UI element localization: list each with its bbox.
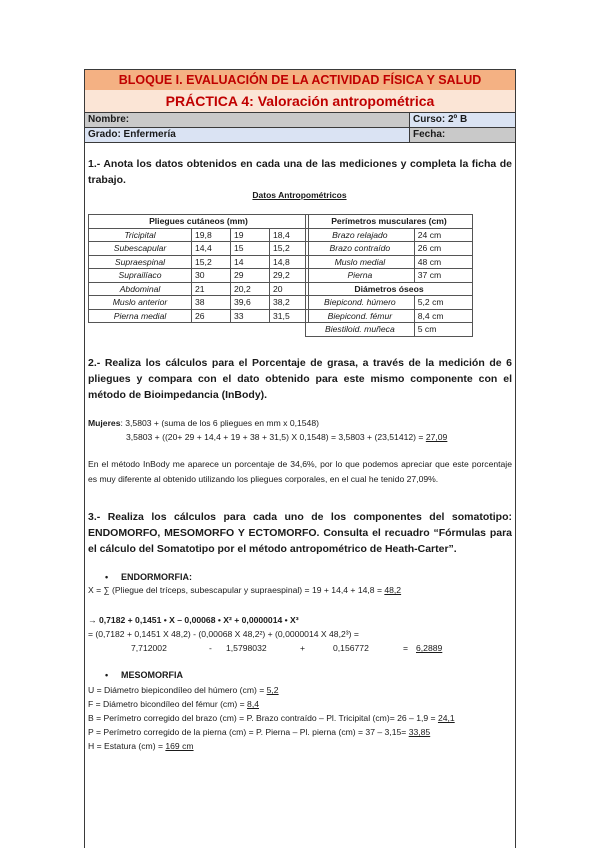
perimeter-row <box>306 242 473 256</box>
grado-field: Grado: Enfermería <box>85 128 410 142</box>
endo-result: 6,2889 <box>416 643 443 653</box>
skinfold-value: 30 <box>192 269 231 283</box>
question-3: 3.- Realiza los cálculos para cada uno de los componentes del somatotipo: ENDOMORFO, MESOMORFO Y ECTOMORFO. Consulta el recuadro “Fórmulas para el cálculo del Somatotipo por el método antropométrico de Heath-Carter”. <box>88 511 512 555</box>
calc-line: 3,5803 + ((20+ 29 + 14,4 + 19 + 38 + 31,5) X 0,1548) = 3,5803 + (23,51412) = <box>126 432 426 442</box>
header-row-nombre <box>84 113 516 128</box>
skinfold-value: 38,2 <box>270 296 309 310</box>
skinfold-value: 38 <box>192 296 231 310</box>
mesomorphy-text: F = Diámetro bicondíleo del fémur (cm) = <box>88 699 248 709</box>
skinfold-value: 20 <box>270 282 309 296</box>
skinfold-value: 31,5 <box>270 309 309 323</box>
mesomorphy-text: P = Perímetro corregido de la pierna (cm) = P. Pierna – Pl. pierna (cm) = 37 – 3,15= <box>88 727 409 737</box>
mesomorphy-line <box>88 739 194 753</box>
endo-term-3: 0,156772 <box>333 643 369 653</box>
block-title: BLOQUE I. EVALUACIÓN DE LA ACTIVIDAD FÍSICA Y SALUD <box>84 69 516 91</box>
endo-op-1: - <box>209 643 212 653</box>
skinfold-value: 19 <box>231 228 270 242</box>
fat-formula <box>88 416 319 430</box>
skinfold-row <box>89 228 309 242</box>
perimeter-name: Brazo relajado <box>306 228 415 242</box>
mesomorphy-result: 169 cm <box>165 741 194 751</box>
diameter-value: 5,2 cm <box>414 296 472 310</box>
endo-x-result: 48,2 <box>384 585 402 595</box>
skinfold-value: 14,8 <box>270 255 309 269</box>
curso-field: Curso: 2º B <box>410 113 515 127</box>
perimeter-value: 37 cm <box>414 269 472 283</box>
calc-result: 27,09 <box>425 432 448 442</box>
skinfold-name: Tricipital <box>89 228 192 242</box>
skinfold-row <box>89 282 309 296</box>
formula-rest: : 3,5803 + (suma de los 6 pliegues en mm x 0,1548) <box>120 418 319 428</box>
endo-op-2: + <box>300 643 306 653</box>
practice-title: PRÁCTICA 4: Valoración antropométrica <box>84 90 516 113</box>
header-row-grado <box>84 128 516 143</box>
skinfold-value: 21 <box>192 282 231 296</box>
inbody-comment: En el método InBody me aparece un porcentaje de 34,6%, por lo que podemos apreciar que este porcentaje es muy diferente al obtenido utilizando los pliegues corporales, en el cual he tenido 27,09%. <box>88 459 512 484</box>
mesomorphy-line <box>88 697 259 711</box>
question-2: 2.- Realiza los cálculos para el Porcentaje de grasa, a través de la medición de 6 pliegues y compara con el dato obtenido para este mismo componente con el método de Bioimpedancia (InBody). <box>88 357 512 401</box>
mesomorphy-text: B = Perímetro corregido del brazo (cm) = P. Brazo contraído – Pl. Tricipital (cm)= 26 – 1,9 = <box>88 713 438 723</box>
skinfold-value: 15,2 <box>192 255 231 269</box>
perimeter-name: Brazo contraído <box>306 242 415 256</box>
skinfold-name: Subescapular <box>89 242 192 256</box>
diameter-name: Biepicond. húmero <box>306 296 415 310</box>
mesomorphy-line <box>88 711 455 725</box>
diameter-value: 8,4 cm <box>414 309 472 323</box>
perimeter-row <box>306 228 473 242</box>
nombre-field: Nombre: <box>85 113 410 127</box>
skinfold-row <box>89 269 309 283</box>
mesomorphy-line <box>88 725 430 739</box>
skinfolds-header: Pliegues cutáneos (mm) <box>89 215 309 229</box>
skinfold-row <box>89 242 309 256</box>
diameter-name: Biepicond. fémur <box>306 309 415 323</box>
table-title: Datos Antropométricos <box>252 190 347 200</box>
perimeter-name: Pierna <box>306 269 415 283</box>
perimeter-value: 48 cm <box>414 255 472 269</box>
endo-substitution: = (0,7182 + 0,1451 X 48,2) - (0,00068 X 48,2²) + (0,0000014 X 48,2³) = <box>88 629 359 639</box>
skinfold-name: Suprailíaco <box>89 269 192 283</box>
skinfold-value: 19,8 <box>192 228 231 242</box>
endomorphy-title: • ENDORMORFIA: <box>121 572 192 582</box>
mesomorphy-title: • MESOMORFIA <box>121 670 183 680</box>
skinfold-value: 14,4 <box>192 242 231 256</box>
diameter-row <box>306 309 473 323</box>
skinfold-row <box>89 296 309 310</box>
skinfold-value: 29,2 <box>270 269 309 283</box>
diameter-row <box>306 296 473 310</box>
skinfold-row <box>89 255 309 269</box>
endo-term-2: 1,5798032 <box>226 643 267 653</box>
skinfold-value: 39,6 <box>231 296 270 310</box>
formula-label: Mujeres <box>88 418 121 428</box>
diameters-header-row <box>306 282 473 296</box>
skinfolds-table <box>88 214 309 323</box>
mesomorphy-text: U = Diámetro biepicondíleo del húmero (cm) = <box>88 685 267 695</box>
skinfold-value: 26 <box>192 309 231 323</box>
skinfold-name: Muslo anterior <box>89 296 192 310</box>
endo-equals: = <box>403 643 409 653</box>
perimeters-table <box>305 214 473 337</box>
skinfold-row <box>89 309 309 323</box>
mesomorphy-line <box>88 683 279 697</box>
skinfold-value: 18,4 <box>270 228 309 242</box>
mesomorphy-text: H = Estatura (cm) = <box>88 741 166 751</box>
question-1: 1.- Anota los datos obtenidos en cada una de las mediciones y completa la ficha de trabajo. <box>88 158 512 186</box>
skinfold-value: 29 <box>231 269 270 283</box>
perimeter-value: 24 cm <box>414 228 472 242</box>
perimeter-name: Muslo medial <box>306 255 415 269</box>
mesomorphy-result: 8,4 <box>247 699 259 709</box>
mesomorphy-result: 24,1 <box>437 713 455 723</box>
perimeter-row <box>306 255 473 269</box>
diameter-name: Biestiloid. muñeca <box>306 323 415 337</box>
diameters-header: Diámetros óseos <box>306 282 473 296</box>
skinfold-value: 33 <box>231 309 270 323</box>
perimeter-row <box>306 269 473 283</box>
skinfold-name: Abdominal <box>89 282 192 296</box>
mesomorphy-result: 33,85 <box>408 727 431 737</box>
endo-x-line <box>88 583 401 597</box>
endo-formula: → 0,7182 + 0,1451 • X – 0,00068 • X² + 0,0000014 • X³ <box>88 615 299 625</box>
skinfold-value: 20,2 <box>231 282 270 296</box>
diameter-row <box>306 323 473 337</box>
endo-term-1: 7,712002 <box>131 643 167 653</box>
endo-x-text: X = ∑ (Pliegue del tríceps, subescapular y supraespinal) = 19 + 14,4 + 14,8 = <box>88 585 385 595</box>
skinfold-name: Supraespinal <box>89 255 192 269</box>
mesomorphy-result: 5,2 <box>266 685 279 695</box>
skinfold-value: 15,2 <box>270 242 309 256</box>
fat-calculation <box>126 430 447 444</box>
skinfold-value: 15 <box>231 242 270 256</box>
diameter-value: 5 cm <box>414 323 472 337</box>
fecha-field: Fecha: <box>410 128 515 142</box>
perimeter-value: 26 cm <box>414 242 472 256</box>
skinfold-value: 14 <box>231 255 270 269</box>
skinfold-name: Pierna medial <box>89 309 192 323</box>
perimeters-header: Perímetros musculares (cm) <box>306 215 473 229</box>
